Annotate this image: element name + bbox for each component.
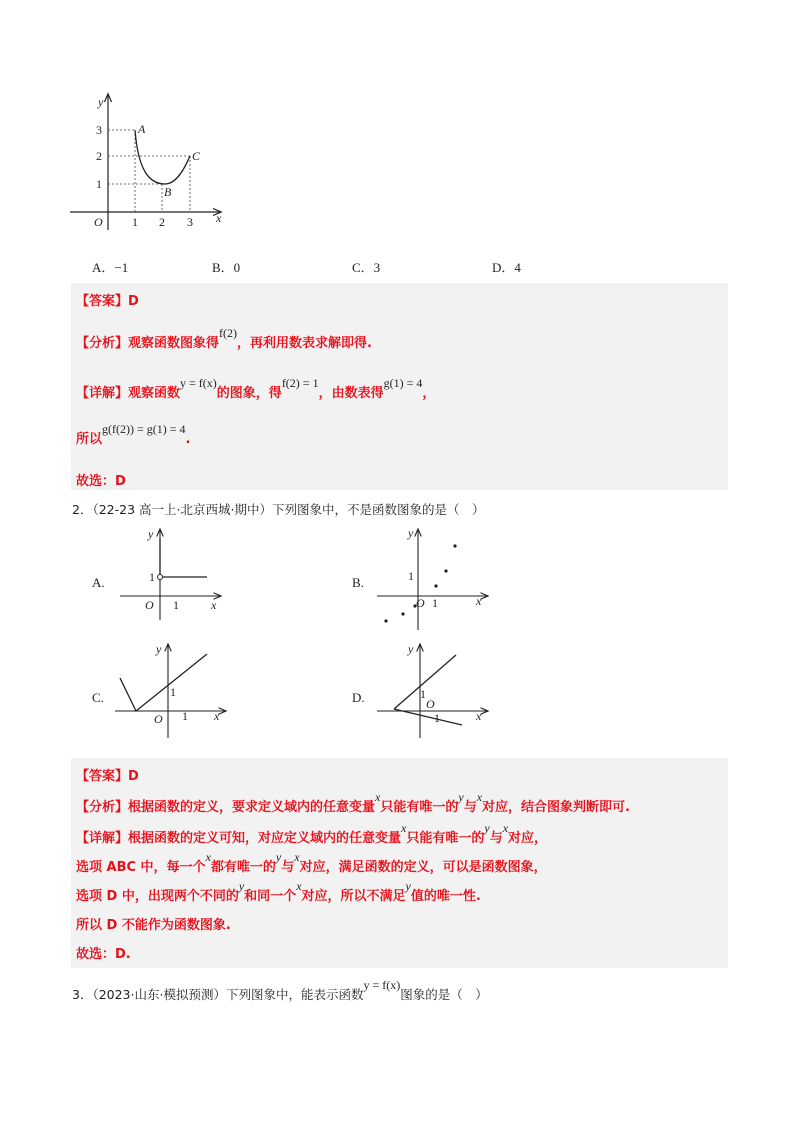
x-tick-2: 2	[159, 215, 165, 229]
q2-graph-b	[372, 525, 492, 635]
q2-option-a-label: A.	[92, 575, 105, 590]
q1-choice-c: C．3	[352, 260, 381, 275]
q2-stem: 2．（22-23 高一上·北京西城·期中）下列图象中，不是函数图象的是（ ）	[72, 502, 485, 517]
svg-text:1: 1	[170, 685, 176, 699]
svg-text:1: 1	[420, 687, 426, 701]
q1-choice-a: A．−1	[92, 260, 129, 275]
q2-graph-c	[110, 640, 230, 740]
q1-analysis: 【分析】观察函数图象得f(2)，再利用数表求解即得.	[76, 326, 372, 351]
x-tick-3: 3	[187, 215, 193, 229]
svg-text:y: y	[408, 526, 414, 540]
x-tick-1: 1	[132, 215, 138, 229]
point-b-label: B	[164, 185, 172, 199]
svg-text:x: x	[476, 594, 482, 608]
origin-label: O	[94, 215, 103, 229]
q2-detail-line-5: 所以 D 不能作为函数图象.	[76, 918, 231, 933]
q1-choice-d: D．4	[492, 260, 521, 275]
svg-text:x: x	[214, 709, 220, 723]
svg-text:y: y	[156, 642, 162, 656]
svg-text:O: O	[426, 697, 435, 711]
q2-option-b-label: B.	[352, 575, 364, 590]
q2-detail-line-4: 选项 D 中，出现两个不同的y和同一个x对应，所以不满足y值的唯一性.	[76, 879, 481, 904]
function-curve	[135, 130, 190, 184]
point-a-label: A	[138, 122, 146, 136]
q2-analysis: 【分析】根据函数的定义，要求定义域内的任意变量x只能有唯一的y与x对应，结合图象判断即可.	[76, 790, 630, 815]
q2-detail-line-3: 选项 ABC 中，每一个x都有唯一的y与x对应，满足函数的定义，可以是函数图象，	[76, 850, 547, 875]
q1-choice-b: B．0	[212, 260, 241, 275]
svg-text:1: 1	[408, 569, 414, 583]
q2-option-c-label: C.	[92, 690, 104, 705]
q1-graph	[70, 90, 240, 240]
x-axis-label: x	[216, 211, 222, 225]
q2-choose: 故选：D.	[76, 947, 131, 962]
svg-text:O: O	[145, 598, 154, 612]
q1-answer: 【答案】D	[76, 294, 139, 309]
svg-text:1: 1	[434, 711, 440, 725]
q1-choose: 故选：D	[76, 474, 126, 489]
svg-text:y: y	[408, 642, 414, 656]
svg-text:O: O	[416, 596, 425, 610]
y-axis-label: y	[98, 95, 104, 109]
point-c-label: C	[192, 149, 201, 163]
y-tick-1: 1	[96, 177, 102, 191]
svg-text:1: 1	[173, 598, 179, 612]
svg-text:x: x	[211, 598, 217, 612]
svg-text:x: x	[476, 709, 482, 723]
q3-stem: 3．（2023·山东·模拟预测）下列图象中，能表示函数y = f(x)图象的是（ ）	[72, 978, 488, 1002]
svg-text:1: 1	[432, 596, 438, 610]
q1-conclusion: 所以g(f(2)) = g(1) = 4.	[76, 422, 191, 447]
q2-graph-d	[372, 640, 492, 740]
svg-text:1: 1	[182, 709, 188, 723]
q1-detail: 【详解】观察函数y = f(x)的图象，得f(2) = 1，由数表得g(1) = 4，	[76, 376, 436, 401]
q2-option-d-label: D.	[352, 690, 365, 705]
svg-text:y: y	[148, 527, 154, 541]
q2-answer: 【答案】D	[76, 769, 139, 784]
svg-text:1: 1	[149, 570, 155, 584]
q2-graph-a	[115, 525, 225, 625]
y-tick-2: 2	[96, 149, 102, 163]
y-tick-3: 3	[96, 123, 102, 137]
q2-detail: 【详解】根据函数的定义可知，对应定义域内的任意变量x只能有唯一的y与x对应，	[76, 821, 548, 846]
svg-text:O: O	[154, 712, 163, 726]
